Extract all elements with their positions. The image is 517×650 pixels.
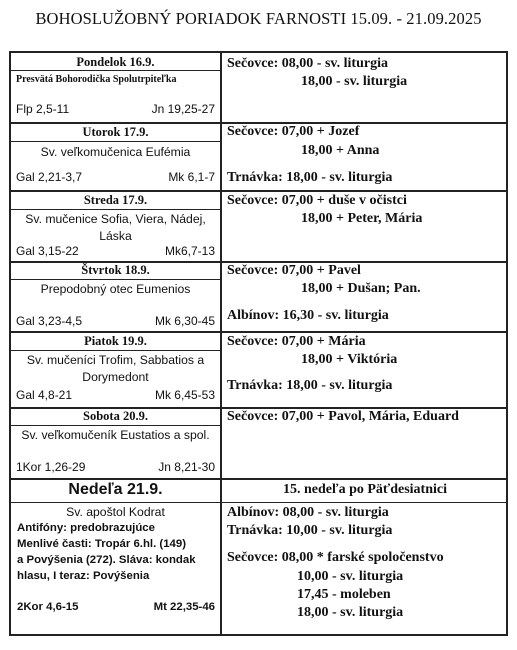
reading-left: Gal 4,8-21	[16, 388, 73, 402]
day-name-divider	[11, 141, 220, 142]
row-divider	[11, 190, 506, 192]
reading-left: Gal 2,21-3,7	[16, 170, 83, 184]
saint-name: Presvätá Bohorodička Spolutrpiteľka	[16, 74, 177, 85]
day-name: Streda 17.9.	[83, 193, 148, 207]
reading-right: Mk6,7-13	[164, 244, 215, 258]
saint-name: Sv. mučenice Sofia, Viera, Nádej, Láska	[25, 212, 206, 243]
page-title: BOHOSLUŽOBNÝ PORIADOK FARNOSTI 15.09. - 21.09.2025	[35, 9, 482, 28]
saint-name: Sv. veľkomučenica Eufémia	[40, 145, 191, 159]
service-line: 18,00 + Viktória	[301, 352, 398, 367]
service-line: Trnávka: 18,00 - sv. liturgia	[227, 170, 393, 185]
reading-left: Gal 3,23-4,5	[16, 314, 83, 328]
service-line: Trnávka: 18,00 - sv. liturgia	[227, 378, 393, 393]
reading-right: Mt 22,35-46	[153, 601, 215, 613]
row-divider	[11, 331, 506, 333]
sunday-header-divider	[11, 502, 508, 503]
saint-name: Sv. mučeníci Trofim, Sabbatios a Dorymedont	[26, 353, 205, 384]
reading-right: Mk 6,30-45	[154, 314, 215, 328]
service-line: Sečovce: 07,00 + Jozef	[227, 124, 360, 139]
service-line: 10,00 - sv. liturgia	[297, 569, 404, 584]
service-line: Sečovce: 07,00 + Pavol, Mária, Eduard	[227, 409, 459, 424]
service-line: Sečovce: 08,00 * farské spoločenstvo	[227, 550, 444, 565]
saint-name: Sv. apoštol Kodrat	[66, 505, 165, 519]
reading-right: Mk 6,45-53	[154, 388, 215, 402]
saint-name: Prepodobný otec Eumenios	[40, 282, 191, 296]
antiphons-line: Menlivé časti: Tropár 6.hl. (149)	[17, 538, 187, 550]
sunday-heading: 15. nedeľa po Päťdesiatnici	[283, 482, 447, 497]
reading-right: Jn 19,25-27	[151, 102, 215, 116]
service-line: Sečovce: 07,00 + Pavel	[227, 263, 361, 278]
service-line: 18,00 - sv. liturgia	[297, 605, 404, 620]
row-divider	[11, 478, 506, 480]
antiphons-line: a Povýšenia (272). Sláva: kondak	[17, 554, 196, 566]
saint-name: Sv. veľkomučeník Eustatios a spol.	[21, 428, 210, 442]
service-line: 18,00 - sv. liturgia	[301, 74, 408, 89]
day-name: Štvrtok 18.9.	[81, 263, 150, 277]
day-name: Piatok 19.9.	[84, 334, 147, 348]
service-line: Albínov: 08,00 - sv. liturgia	[227, 505, 389, 520]
day-name: Pondelok 16.9.	[76, 55, 155, 69]
schedule-table	[9, 51, 508, 636]
reading-right: Jn 8,21-30	[158, 460, 215, 474]
day-name-divider	[11, 279, 220, 280]
sunday-day-name: Nedeľa 21.9.	[68, 481, 163, 498]
day-name: Sobota 20.9.	[83, 409, 148, 423]
service-line: Albínov: 16,30 - sv. liturgia	[227, 308, 389, 323]
day-name-divider	[11, 70, 220, 71]
service-line: 17,45 - moleben	[297, 587, 391, 602]
service-line: 18,00 + Dušan; Pan.	[301, 281, 421, 296]
reading-left: 2Kor 4,6-15	[17, 601, 79, 613]
day-name-divider	[11, 425, 220, 426]
service-line: 18,00 + Peter, Mária	[301, 211, 423, 226]
antiphons-line: hlasu, I teraz: Povýšenia	[17, 570, 150, 582]
service-line: Sečovce: 07,00 + Mária	[227, 334, 366, 349]
day-name-divider	[11, 350, 220, 351]
service-line: Sečovce: 07,00 + duše v očistci	[227, 193, 407, 208]
reading-left: Flp 2,5-11	[16, 102, 70, 116]
day-name-divider	[11, 209, 220, 210]
day-name: Utorok 17.9.	[82, 125, 149, 139]
column-divider	[220, 53, 222, 634]
reading-right: Mk 6,1-7	[168, 170, 215, 184]
reading-left: Gal 3,15-22	[16, 244, 79, 258]
antiphons-line: Antifóny: predobrazujúce	[17, 522, 155, 534]
service-line: Sečovce: 08,00 - sv. liturgia	[227, 56, 388, 71]
service-line: Trnávka: 10,00 - sv. liturgia	[227, 523, 393, 538]
service-line: 18,00 + Anna	[301, 143, 380, 158]
reading-left: 1Kor 1,26-29	[16, 460, 86, 474]
